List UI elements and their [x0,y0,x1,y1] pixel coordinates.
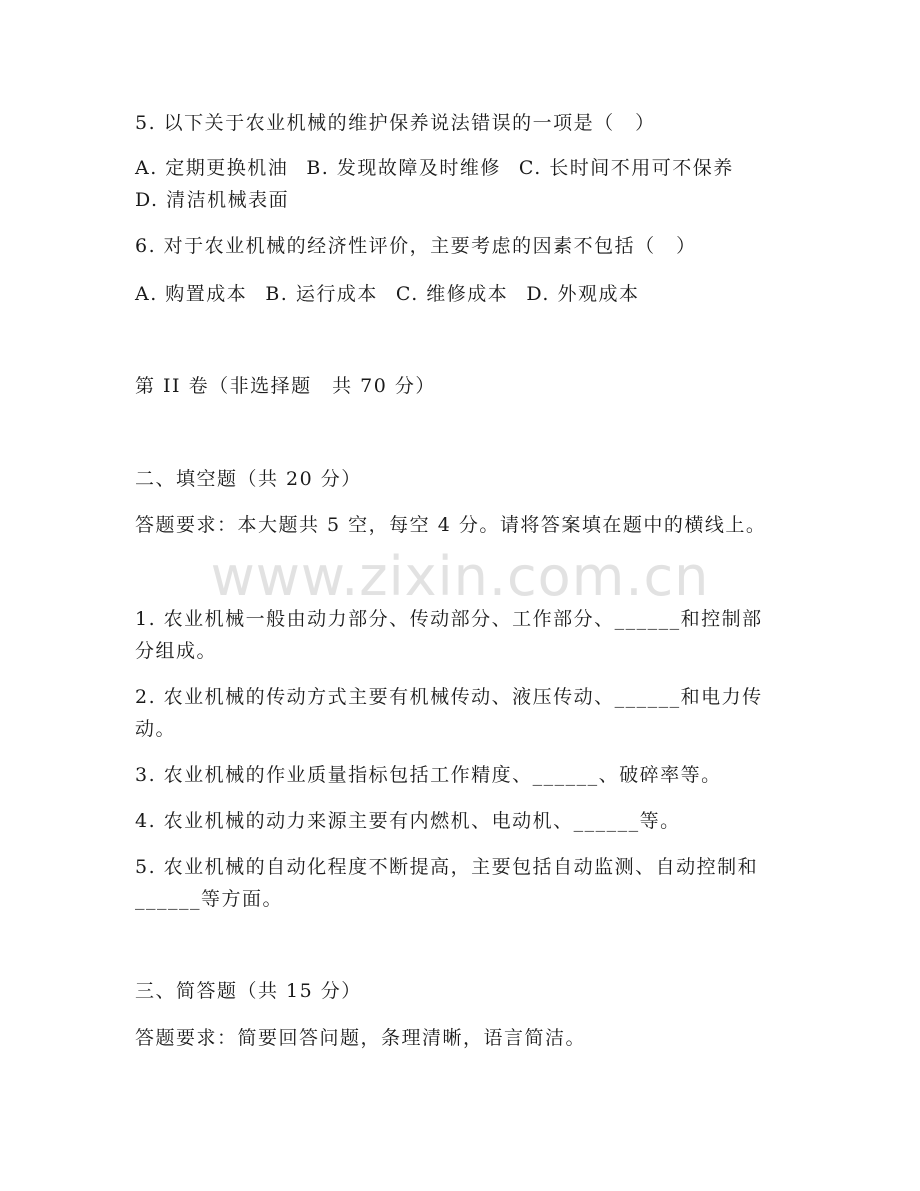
option-b: B. 运行成本 [265,283,378,305]
fill-question-2-line-2: 动。 [135,718,177,740]
question-5-option-d: D. 清洁机械表面 [135,189,290,211]
option-b: B. 发现故障及时维修 [306,157,501,179]
fill-question-3: 3. 农业机械的作业质量指标包括工作精度、______、破碎率等。 [135,764,722,786]
question-6-options [135,279,790,309]
question-5-stem: 5. 以下关于农业机械的维护保养说法错误的一项是（ ） [135,112,656,134]
question-5-options-row-1 [135,153,790,183]
fill-question-1-line-1: 1. 农业机械一般由动力部分、传动部分、工作部分、______和控制部 [135,608,763,630]
option-a: A. 购置成本 [135,283,248,305]
fill-question-2-line-1: 2. 农业机械的传动方式主要有机械传动、液压传动、______和电力传 [135,686,763,708]
option-c: C. 长时间不用可不保养 [518,157,734,179]
fill-question-5-line-1: 5. 农业机械的自动化程度不断提高，主要包括自动监测、自动控制和 [135,856,759,878]
watermark: www.zixin.com.cn [210,545,710,608]
part-2-title: 第 II 卷（非选择题 共 70 分） [135,375,436,397]
short-answer-section-title: 三、简答题（共 15 分） [135,980,362,1002]
option-c: C. 维修成本 [395,283,509,305]
fill-section-title: 二、填空题（共 20 分） [135,468,362,490]
option-d: D. 外观成本 [526,283,640,305]
fill-question-5-line-2: ______等方面。 [135,888,284,910]
option-a: A. 定期更换机油 [135,157,289,179]
question-6-stem: 6. 对于农业机械的经济性评价，主要考虑的因素不包括（ ） [135,235,697,257]
fill-question-4: 4. 农业机械的动力来源主要有内燃机、电动机、______等。 [135,810,681,832]
short-answer-requirement: 答题要求：简要回答问题，条理清晰，语言简洁。 [135,1027,587,1049]
fill-section-requirement: 答题要求：本大题共 5 空，每空 4 分。请将答案填在题中的横线上。 [135,514,767,536]
fill-question-1-line-2: 分组成。 [135,640,218,662]
